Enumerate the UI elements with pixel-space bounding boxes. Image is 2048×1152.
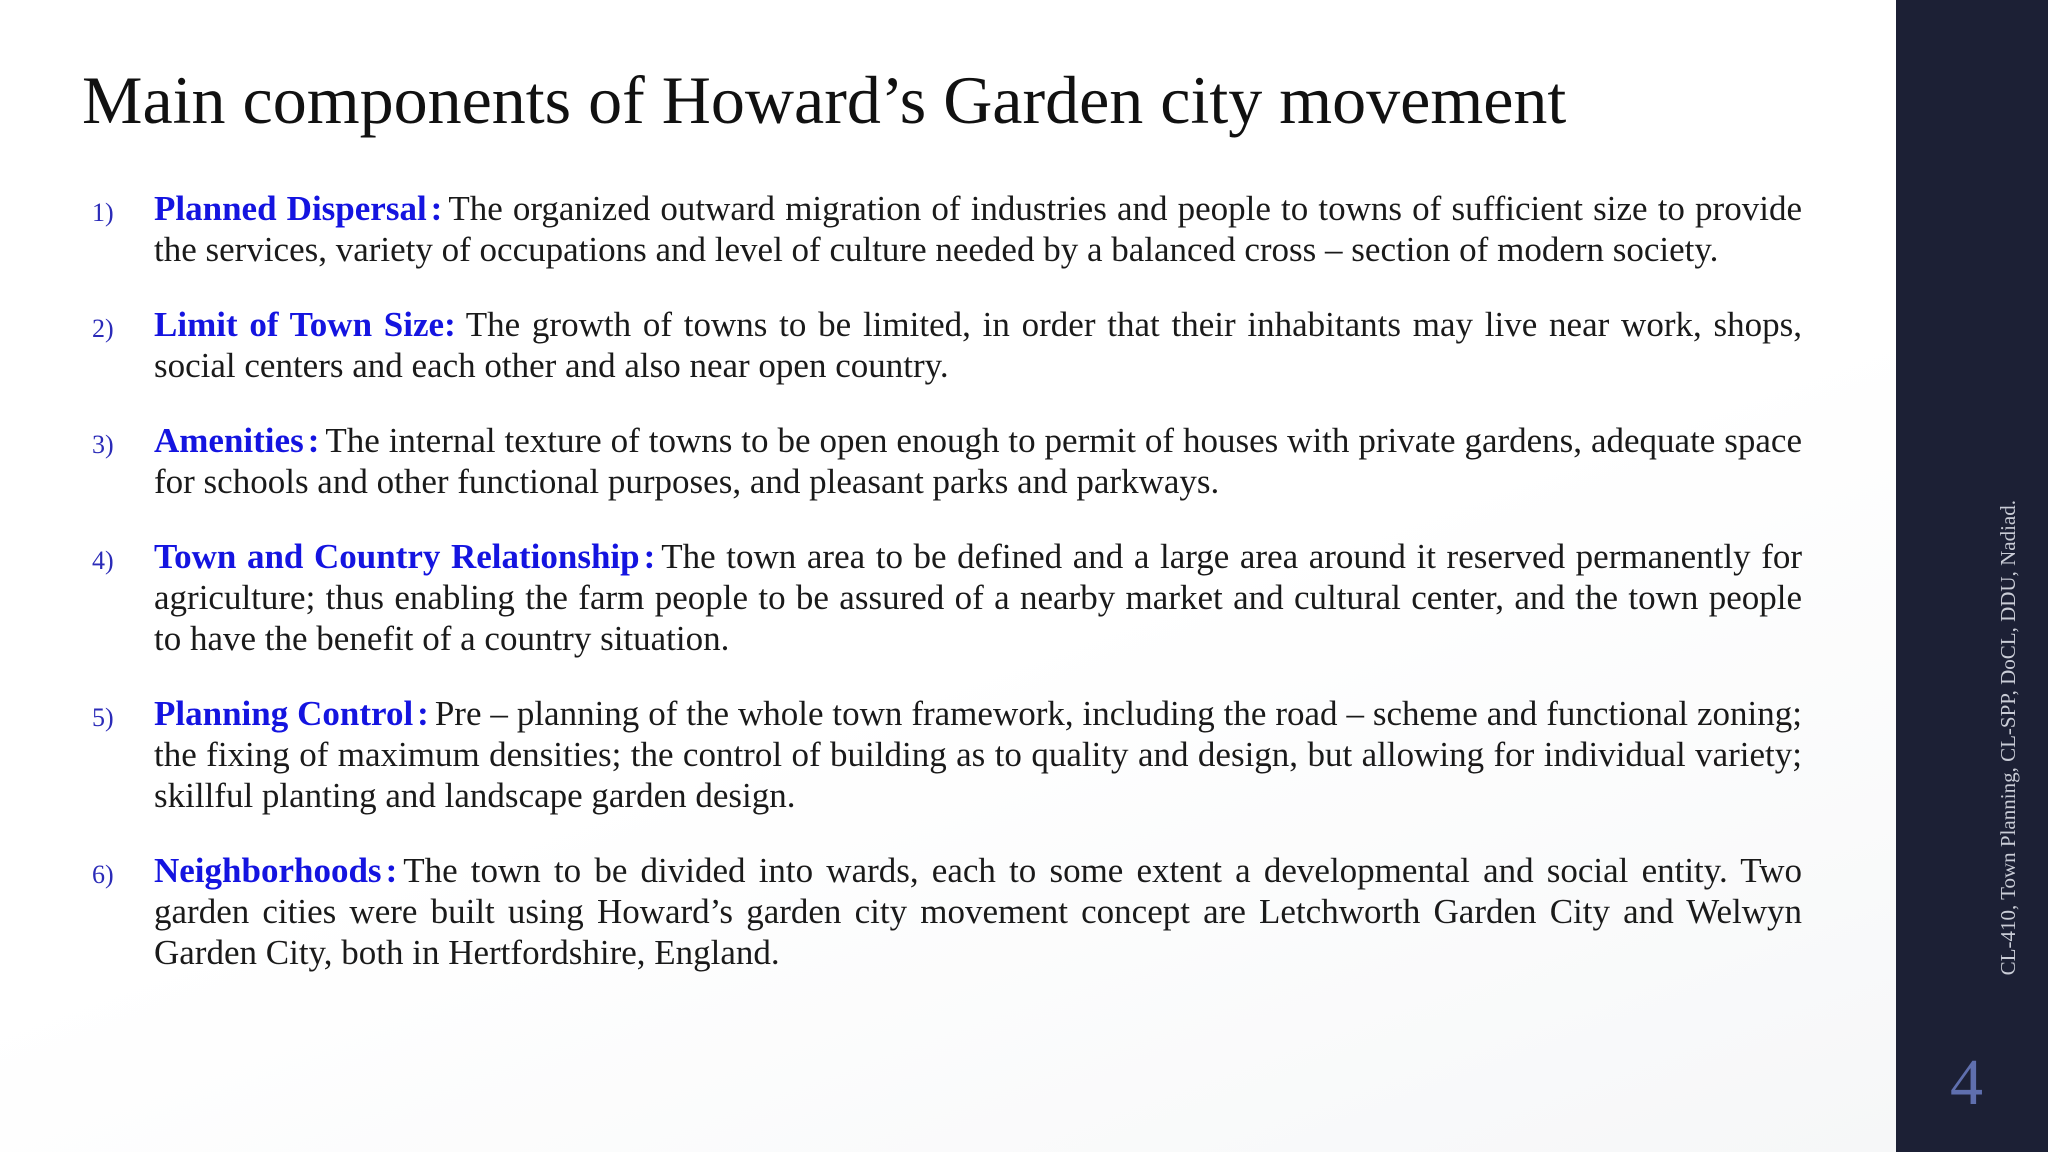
list-item-term: Limit of Town Size: [154, 305, 456, 344]
list-item-separator: : [307, 421, 320, 460]
list-item-text: The town to be divided into wards, each to some extent a developmental and social entity. Two garden cities were built using Howard’s garden city movement concept are Letchworth Garden City and Welwyn Garden City, both in Hertfordshire, England. [154, 851, 1802, 972]
slide-number: 4 [1950, 1046, 1983, 1119]
list-item-term: Planning Control [154, 694, 414, 733]
list-item-separator: : [417, 694, 429, 733]
list-item-planning-control [92, 693, 1802, 816]
list-item-number: 3) [92, 430, 114, 459]
list-item-term: Neighborhoods [154, 851, 382, 890]
footer-course-text: CL-410, Town Planning, CL-SPP, DoCL, DDU, Nadiad. [1996, 500, 2020, 976]
list-item-separator: : [430, 189, 443, 228]
slide-title: Main components of Howard’s Garden city movement [82, 62, 1567, 138]
list-item-number: 6) [92, 860, 114, 889]
list-item-term: Town and Country Relationship [154, 537, 640, 576]
list-item-number: 4) [92, 546, 114, 575]
list-item-planned-dispersal [92, 188, 1802, 270]
list-item-text: The organized outward migration of industries and people to towns of sufficient size to provide the services, variety of occupations and level of culture needed by a balanced cross – section of modern society. [154, 189, 1802, 269]
list-item-text: The growth of towns to be limited, in order that their inhabitants may live near work, shops, social centers and each other and also near open country. [154, 305, 1802, 385]
list-item-separator: : [643, 537, 656, 576]
list-item-number: 1) [92, 198, 114, 227]
list-item-term: Amenities [154, 421, 304, 460]
list-item-limit-of-town-size [92, 304, 1802, 386]
list-item-text: The internal texture of towns to be open enough to permit of houses with private gardens, adequate space for schools and other functional purposes, and pleasant parks and parkways. [154, 421, 1802, 501]
list-item-town-and-country-relationship [92, 536, 1802, 659]
side-panel [1896, 0, 2048, 1152]
list-item-term: Planned Dispersal [154, 189, 427, 228]
list-item-amenities [92, 420, 1802, 502]
list-item-number: 2) [92, 314, 114, 343]
list-item-text: The town area to be defined and a large area around it reserved permanently for agriculture; thus enabling the farm people to be assured of a nearby market and cultural center, and the town people to have the benefit of a country situation. [154, 537, 1802, 658]
list-item-neighborhoods [92, 850, 1802, 973]
list-item-separator: : [385, 851, 398, 890]
components-list [92, 188, 1802, 1007]
list-item-number: 5) [92, 703, 114, 732]
list-item-text: Pre – planning of the whole town framework, including the road – scheme and functional zoning; the fixing of maximum densities; the control of building as to quality and design, but allowing for individual variety; skillful planting and landscape garden design. [154, 694, 1802, 815]
